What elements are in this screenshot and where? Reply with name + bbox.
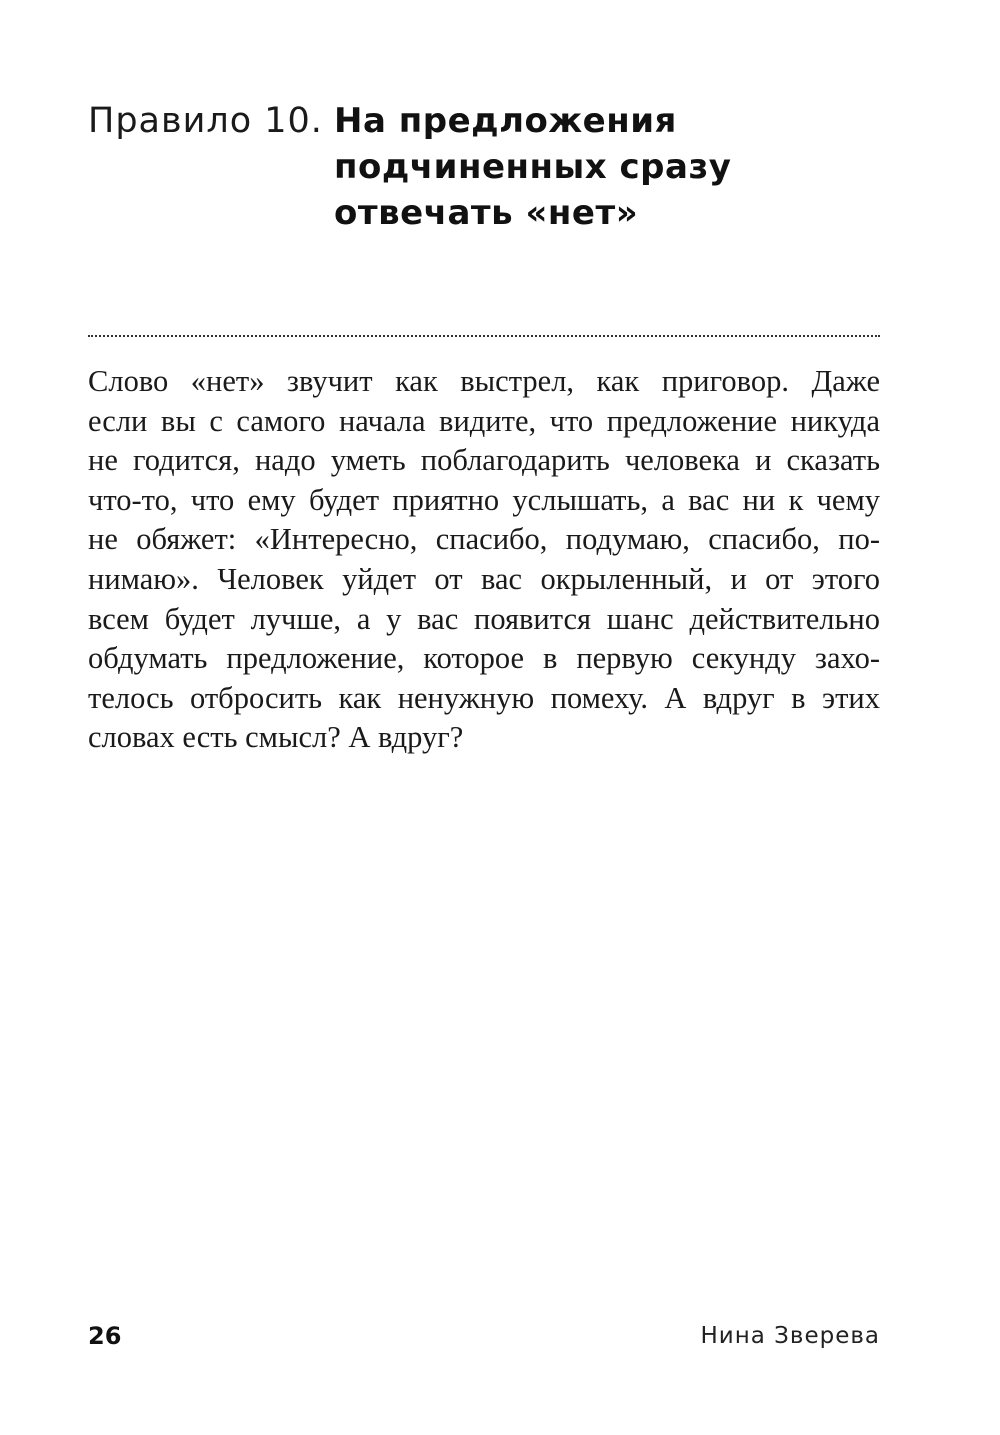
paragraph-line: нимаю». Человек уйдет от вас окрыленный, и от этого xyxy=(88,561,880,596)
rule-title-line: На предложения xyxy=(334,101,677,141)
page-number: 26 xyxy=(88,1322,122,1350)
body-paragraph xyxy=(88,362,880,758)
paragraph-line: обдумать предложение, которое в первую секунду захо- xyxy=(88,641,880,676)
paragraph-line: телось отбросить как ненужную помеху. А вдруг в этих xyxy=(88,680,880,715)
paragraph-line: не годится, надо уметь поблагодарить человека и сказать xyxy=(88,443,880,478)
paragraph-line: если вы с самого начала видите, что предложение никуда xyxy=(88,403,880,438)
paragraph-line: что-то, что ему будет приятно услышать, а вас ни к чему xyxy=(88,482,880,517)
paragraph-line: всем будет лучше, а у вас появится шанс действительно xyxy=(88,601,880,636)
rule-title xyxy=(334,98,894,236)
rule-title-line: подчиненных сразу xyxy=(334,147,732,187)
paragraph-line: Слово «нет» звучит как выстрел, как приговор. Даже xyxy=(88,364,880,398)
rule-title-line: отвечать «нет» xyxy=(334,193,639,233)
paragraph-line: не обяжет: «Интересно, спасибо, подумаю, спасибо, по- xyxy=(88,522,880,557)
author-name: Нина Зверева xyxy=(700,1323,880,1349)
dotted-divider xyxy=(88,335,880,337)
paragraph-line: словах есть смысл? А вдруг? xyxy=(88,720,464,755)
rule-number-label: Правило 10. xyxy=(88,101,323,141)
